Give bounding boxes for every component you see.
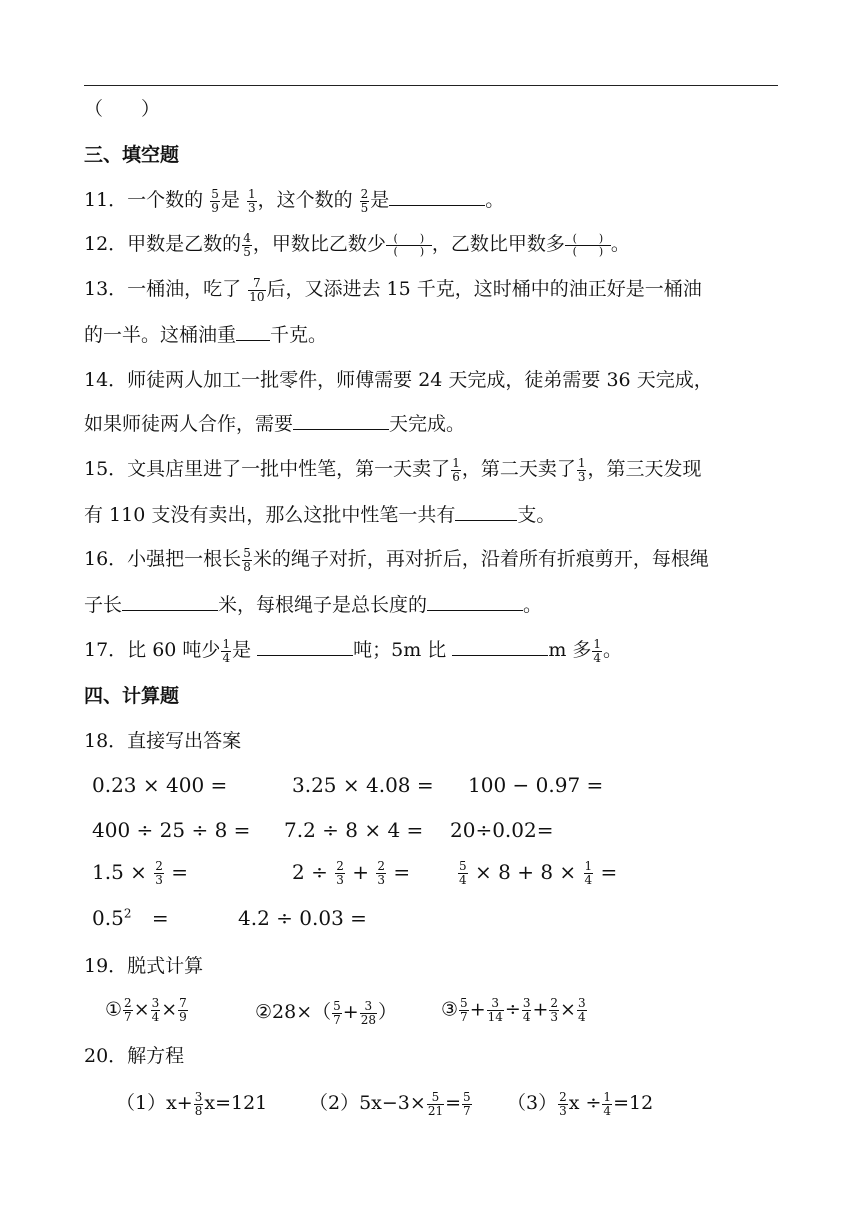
expression-3: ③ $\frac{5}{7}$ + $\frac{3}{14}$ ÷ $\frac{3}{4}$ + $\frac{2}{3}$ × $\frac{3}{4}$: [441, 996, 586, 1024]
equation-1: （1）x+ $\frac{3}{8}$ x=121: [116, 1089, 268, 1118]
answer-blank[interactable]: [455, 502, 517, 521]
fraction: $\frac{1}{3}$: [247, 186, 256, 215]
calc-item: 400 ÷ 25 ÷ 8 =: [92, 818, 251, 842]
question-15-line2: 有 110 支没有卖出，那么这批中性笔一共有 支。: [84, 504, 556, 526]
question-13-line2: 的一半。这桶油重 千克。: [84, 324, 328, 346]
calc-item: $\frac{5}{4}$ × 8 + 8 × $\frac{1}{4}$ =: [459, 859, 618, 887]
fraction: $\frac{5}{21}$: [427, 1089, 444, 1118]
calc-item: 4.2 ÷ 0.03 =: [238, 906, 367, 930]
fraction: $\frac{2}{3}$: [155, 859, 163, 887]
fraction: $\frac{5}{4}$: [459, 859, 467, 887]
fraction: $\frac{5}{8}$: [243, 545, 251, 574]
answer-blank[interactable]: [452, 637, 548, 656]
calc-item: 3.25 × 4.08 =: [292, 773, 434, 797]
header-rule: [84, 85, 778, 86]
question-16-line1: 16．小强把一根长 $\frac{5}{8}$ 米的绳子对折，再对折后，沿着所有折痕剪开，每根绳: [84, 545, 709, 574]
section-fill-in-heading: 三、填空题: [84, 144, 180, 166]
fraction: $\frac{3}{14}$: [487, 996, 503, 1024]
expression-1: ① $\frac{2}{7}$ × $\frac{3}{4}$ × $\frac{7}{9}$: [105, 996, 187, 1024]
answer-blank[interactable]: [257, 637, 353, 656]
fraction: $\frac{5}{7}$: [463, 1089, 471, 1118]
fraction: $\frac{3}{4}$: [151, 996, 160, 1024]
fraction: $\frac{7}{9}$: [179, 996, 187, 1024]
fraction: $\frac{1}{4}$: [603, 1089, 612, 1118]
fraction: $\frac{2}{3}$: [336, 859, 344, 887]
calc-item: 20÷0.02=: [450, 818, 554, 842]
calc-item: 7.2 ÷ 8 × 4 =: [284, 818, 424, 842]
fraction: $\frac{1}{4}$: [593, 636, 602, 665]
equation-3: （3） $\frac{2}{3}$ x ÷ $\frac{1}{4}$ =12: [507, 1089, 654, 1118]
answer-paren-fraction[interactable]: $\frac{( )}{( )}$: [386, 233, 432, 258]
section-calculation-heading: 四、计算题: [84, 685, 180, 707]
question-11: 11．一个数的 $\frac{5}{9}$ 是 $\frac{1}{3}$ ，这个数的 $\frac{2}{5}$ 是 。: [84, 186, 505, 215]
question-13-line1: 13．一桶油，吃了 $\frac{7}{10}$ 后，又添进去 15 千克，这时桶中的油正好是一桶油: [84, 275, 702, 304]
fraction: $\frac{3}{4}$: [577, 996, 586, 1024]
question-15-line1: 15．文具店里进了一批中性笔，第一天卖了 $\frac{1}{6}$ ，第二天卖了 $\frac{1}{3}$ ，第三天发现: [84, 455, 702, 484]
expression-2: ②28×（ $\frac{5}{7}$ + $\frac{3}{28}$ ）: [255, 998, 397, 1027]
question-19-title: 19．脱式计算: [84, 955, 204, 977]
answer-paren: （ ）: [84, 98, 161, 120]
fraction: $\frac{1}{4}$: [584, 859, 593, 887]
calc-item: 2 ÷ $\frac{2}{3}$ + $\frac{2}{3}$ =: [292, 859, 411, 887]
question-20-title: 20．解方程: [84, 1045, 185, 1067]
fraction: $\frac{1}{6}$: [452, 455, 460, 484]
answer-blank[interactable]: [389, 187, 485, 206]
answer-blank[interactable]: [236, 322, 270, 341]
question-12: 12．甲数是乙数的 $\frac{4}{5}$ ，甲数比乙数少 $\frac{( )}{( )}$ ，乙数比甲数多 $\frac{( )}{( )}$ 。: [84, 230, 630, 259]
fraction: $\frac{1}{3}$: [577, 455, 586, 484]
fraction: $\frac{2}{3}$: [377, 859, 385, 887]
calc-item: 100 − 0.97 =: [468, 773, 604, 797]
fraction: $\frac{3}{4}$: [522, 996, 531, 1024]
fraction: $\frac{1}{4}$: [222, 636, 231, 665]
answer-blank[interactable]: [293, 411, 389, 430]
fraction: $\frac{2}{5}$: [360, 186, 369, 215]
fraction: $\frac{4}{5}$: [243, 230, 251, 259]
fraction: $\frac{5}{9}$: [211, 186, 219, 215]
calc-item: 1.5 × $\frac{2}{3}$ =: [92, 859, 189, 887]
fraction: $\frac{5}{7}$: [333, 998, 341, 1027]
fraction: $\frac{5}{7}$: [460, 996, 468, 1024]
fraction: $\frac{7}{10}$: [249, 275, 265, 304]
answer-blank[interactable]: [122, 592, 218, 611]
answer-blank[interactable]: [427, 592, 523, 611]
question-18-title: 18．直接写出答案: [84, 730, 242, 752]
question-14-line1: 14．师徒两人加工一批零件，师傅需要 24 天完成，徒弟需要 36 天完成，: [84, 369, 713, 391]
question-14-line2: 如果师徒两人合作，需要 天完成。: [84, 413, 466, 435]
question-17: 17．比 60 吨少 $\frac{1}{4}$ 是 吨；5m 比 m 多 $\frac{1}{4}$ 。: [84, 636, 623, 665]
fraction: $\frac{2}{3}$: [550, 996, 559, 1024]
equation-2: （2）5x−3× $\frac{5}{21}$ = $\frac{5}{7}$: [309, 1089, 471, 1118]
calc-item: 0.23 × 400 =: [92, 773, 228, 797]
question-16-line2: 子长 米，每根绳子是总长度的 。: [84, 594, 543, 616]
fraction: $\frac{2}{7}$: [124, 996, 132, 1024]
calc-item: $0.5^2$ =: [92, 906, 169, 930]
fraction: $\frac{3}{28}$: [360, 998, 376, 1027]
fraction: $\frac{2}{3}$: [559, 1089, 567, 1118]
fraction: $\frac{3}{8}$: [194, 1089, 203, 1118]
answer-paren-fraction[interactable]: $\frac{( )}{( )}$: [565, 233, 611, 258]
